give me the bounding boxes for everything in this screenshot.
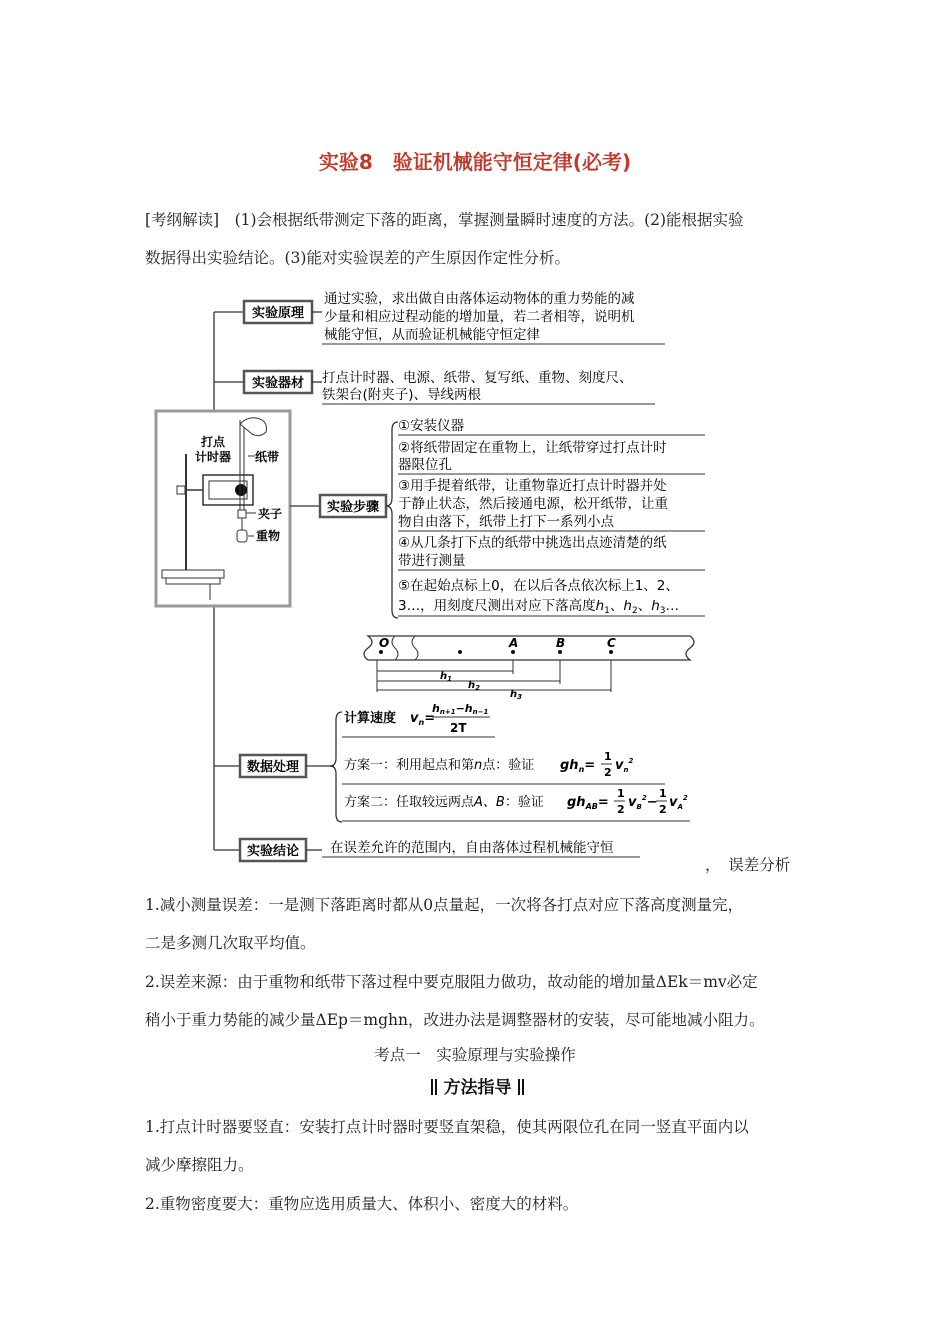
conclusion-box: [240, 839, 306, 861]
data-processing-box: [240, 755, 306, 777]
tape-point-a: A: [509, 636, 519, 650]
step-5-line-2: 3…，用刻度尺测出对应下落高度$h_1$、$h_2$、$h_3\dots$: [398, 598, 679, 616]
svg-text:2T: 2T: [450, 721, 467, 735]
velocity-formula: [344, 702, 490, 735]
error-heading: ， 误差分析: [705, 856, 791, 874]
tape-diagram: [364, 636, 694, 701]
method-point-2: 2.重物密度要大：重物应选用质量大、体积小、密度大的材料。: [145, 1195, 579, 1213]
principle-line-1: 通过实验，求出做自由落体运动物体的重力势能的减: [324, 291, 635, 307]
syllabus-line-2: 数据得出实验结论。(3)能对实验误差的产生原因作定性分析。: [145, 249, 570, 267]
label-timer-1: 打点: [201, 435, 226, 449]
error-point-1: [145, 893, 810, 955]
svg-text:2: 2: [604, 766, 612, 779]
svg-text:1: 1: [604, 750, 612, 763]
method-point-1-line-2: 减少摩擦阻力。: [145, 1156, 254, 1174]
syllabus-line-1: (1)会根据纸带测定下落的距离，掌握测量瞬时速度的方法。(2)能根据实验: [234, 211, 744, 229]
syllabus-label: [考纲解读]: [145, 211, 220, 229]
step-1: ①安装仪器: [398, 418, 465, 434]
tape-h1: $h_1$: [440, 671, 452, 683]
principle-line-2: 少量和相应过程动能的增加量，若二者相等，说明机: [324, 309, 635, 325]
conclusion-text: 在误差允许的范围内，自由落体过程机械能守恒: [330, 840, 614, 856]
principle-line-3: 械能守恒，从而验证机械能守恒定律: [324, 327, 540, 343]
svg-text:方案一：利用起点和第n点：验证: 方案一：利用起点和第n点：验证: [344, 758, 535, 773]
steps-box: [320, 495, 386, 517]
equipment-line-2: 铁架台(附夹子)、导线两根: [322, 387, 482, 403]
svg-text:1: 1: [659, 787, 667, 800]
label-tape: 纸带: [255, 450, 280, 464]
method-guide-banner: [415, 1072, 540, 1104]
svg-text:vB2−: $v_B^2-$: [628, 794, 658, 811]
method-point-1: [145, 1115, 810, 1177]
svg-text:方案二：任取较远两点A、B：验证: 方案二：任取较远两点A、B：验证: [344, 795, 544, 810]
page-title: 实验8 验证机械能守恒定律(必考): [318, 150, 632, 174]
data-processing-label: 数据处理: [246, 760, 300, 775]
scheme-two: [344, 787, 688, 816]
svg-text:vn2: $v_n^2$: [615, 757, 634, 774]
equipment-line-1: 打点计时器、电源、纸带、复写纸、重物、刻度尺、: [322, 370, 633, 386]
step-2-line-2: 器限位孔: [398, 457, 452, 473]
principle-label: 实验原理: [251, 306, 305, 321]
step-5-line-1: ⑤在起始点标上0，在以后各点依次标上1、2、: [398, 578, 679, 594]
step-2-line-1: ②将纸带固定在重物上，让纸带穿过打点计时: [398, 440, 667, 456]
svg-text:2: 2: [659, 803, 667, 816]
error-point-2-line-2: 稍小于重力势能的减少量ΔEp＝mghn，改进办法是调整器材的安装，尽可能地减小阻力。: [145, 1011, 765, 1029]
error-point-1-line-2: 二是多测几次取平均值。: [145, 934, 316, 952]
calc-prefix: 计算速度: [344, 711, 397, 726]
svg-text:1: 1: [617, 787, 625, 800]
svg-text:2: 2: [617, 803, 625, 816]
tape-point-c: C: [607, 636, 616, 650]
svg-text:vA2: $v_A^2$: [669, 794, 688, 811]
tape-h2: $h_2$: [468, 680, 480, 692]
step-4-line-1: ④从几条打下点的纸带中挑选出点迹清楚的纸: [398, 535, 667, 551]
step-3-line-1: ③用手提着纸带，让重物靠近打点计时器并处: [398, 478, 667, 494]
tape-h3: $h_3$: [510, 689, 522, 701]
equipment-label: 实验器材: [251, 376, 305, 391]
apparatus-illustration: [156, 411, 290, 606]
banner-text: 方法指导: [443, 1078, 512, 1098]
svg-text:ghAB=: $gh_{AB}=$: [567, 795, 609, 811]
tape-point-b: B: [556, 636, 566, 650]
svg-text:hn+1−hn−1: hn+1−hn−1: [432, 702, 489, 716]
step-4-line-2: 带进行测量: [398, 553, 466, 569]
steps-label: 实验步骤: [326, 500, 380, 515]
section-heading: 考点一 实验原理与实验操作: [374, 1046, 576, 1064]
step-3-line-2: 于静止状态，然后接通电源，松开纸带，让重: [398, 496, 668, 512]
tape-point-o: O: [379, 636, 390, 650]
method-point-1-line-1: 1.打点计时器要竖直：安装打点计时器时要竖直架稳，使其两限位孔在同一竖直平面内以: [145, 1118, 749, 1136]
step-3-line-3: 物自由落下，纸带上打下一系列小点: [398, 514, 614, 530]
svg-text:ghn=: $gh_n=$: [560, 758, 596, 774]
error-point-1-line-1: 1.减小测量误差：一是测下落距离时都从0点量起，一次将各打点对应下落高度测量完，: [145, 896, 744, 914]
label-timer-2: 计时器: [195, 450, 232, 464]
label-weight: 重物: [256, 529, 281, 543]
error-point-2-line-1: 2.误差来源：由于重物和纸带下落过程中要克服阻力做功，故动能的增加量ΔEk＝mv必定: [145, 973, 758, 991]
conclusion-label: 实验结论: [246, 844, 300, 859]
label-clip: 夹子: [258, 507, 283, 521]
equipment-box: [244, 371, 312, 393]
svg-text:vn=: $v_n=$: [410, 711, 436, 727]
principle-box: [244, 301, 312, 323]
error-point-2: [145, 970, 810, 1032]
scheme-one: [344, 750, 633, 779]
